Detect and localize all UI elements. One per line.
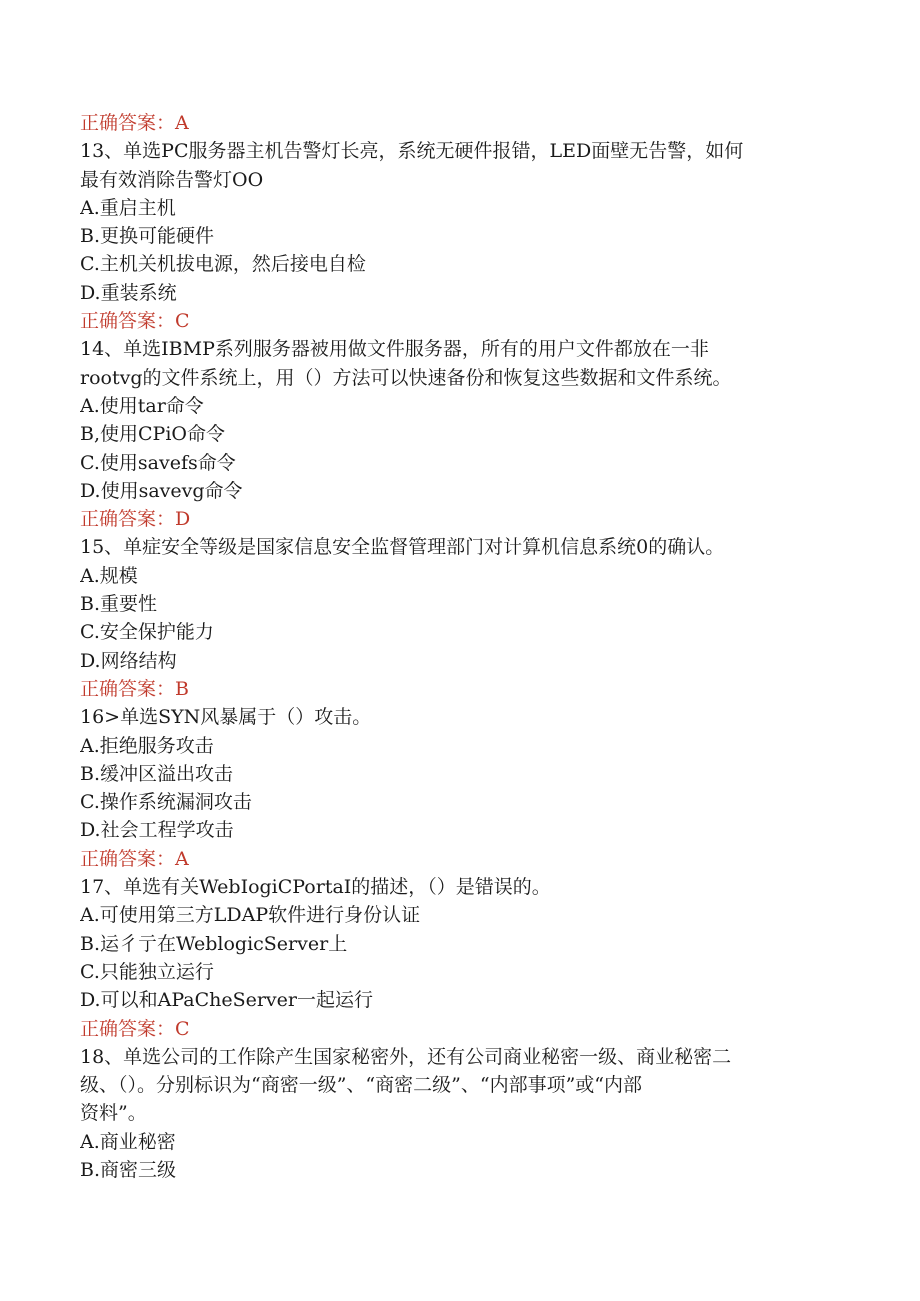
answer-option: B,使用CPiO命令: [80, 423, 225, 446]
answer-option: B.商密三级: [80, 1158, 177, 1181]
answer-option: D.社会工程学攻击: [80, 819, 234, 842]
question-text: 资料”。: [80, 1102, 147, 1125]
answer-option: A.重启主机: [80, 196, 176, 219]
answer-option: C.安全保护能力: [80, 621, 214, 644]
question-text: 级、（）。分别标识为“商密一级”、“商密二级”、“内部事项”或“内部: [80, 1074, 642, 1097]
correct-answer: 正确答案：C: [80, 310, 190, 333]
correct-answer: 正确答案：C: [80, 1017, 190, 1040]
answer-option: C.使用savefs命令: [80, 451, 236, 474]
exam-content: [80, 109, 820, 1184]
question-text: rootvg的文件系统上，用（）方法可以快速备份和恢复这些数据和文件系统。: [80, 366, 732, 389]
question-text: 15、单症安全等级是国家信息安全监督管理部门对计算机信息系统0的确认。: [80, 536, 725, 559]
answer-option: B.重要性: [80, 593, 158, 616]
answer-option: C.只能独立运行: [80, 960, 214, 983]
answer-option: D.网络结构: [80, 649, 177, 672]
answer-option: B.更换可能硬件: [80, 225, 215, 248]
answer-option: A.商业秘密: [80, 1130, 176, 1153]
question-text: 13、单选PC服务器主机告警灯长亮，系统无硬件报错，LED面壁无告警，如何: [80, 140, 744, 163]
correct-answer: 正确答案：A: [80, 112, 189, 134]
answer-option: B.运彳亍在WeblogicServer上: [80, 932, 348, 955]
correct-answer: 正确答案：D: [80, 508, 191, 531]
answer-option: D.重装系统: [80, 281, 177, 304]
correct-answer: 正确答案：B: [80, 677, 189, 700]
answer-option: C.主机关机拔电源，然后接电自检: [80, 253, 366, 276]
question-text: 18、单选公司的工作除产生国家秘密外，还有公司商业秘密一级、商业秘密二: [80, 1045, 732, 1068]
correct-answer: 正确答案：A: [80, 847, 189, 870]
question-text: 16>单选SYN风暴属于（）攻击。: [80, 706, 372, 729]
question-text: 17、单选有关WebIogiCPortaI的描述，（）是错误的。: [80, 876, 551, 899]
answer-option: D.可以和APaCheServer一起运行: [80, 989, 373, 1012]
answer-option: A.可使用第三方LDAP软件进行身份认证: [80, 904, 421, 927]
question-text: 最有效消除告警灯OO: [80, 168, 264, 191]
answer-option: C.操作系统漏洞攻击: [80, 791, 252, 814]
question-text: 14、单选IBMP系列服务器被用做文件服务器，所有的用户文件都放在一非: [80, 338, 709, 361]
answer-option: A.拒绝服务攻击: [80, 734, 214, 757]
answer-option: A.规模: [80, 564, 138, 587]
answer-option: A.使用tar命令: [80, 394, 204, 417]
answer-option: D.使用savevg命令: [80, 479, 243, 502]
answer-option: B.缓冲区溢出攻击: [80, 762, 234, 785]
